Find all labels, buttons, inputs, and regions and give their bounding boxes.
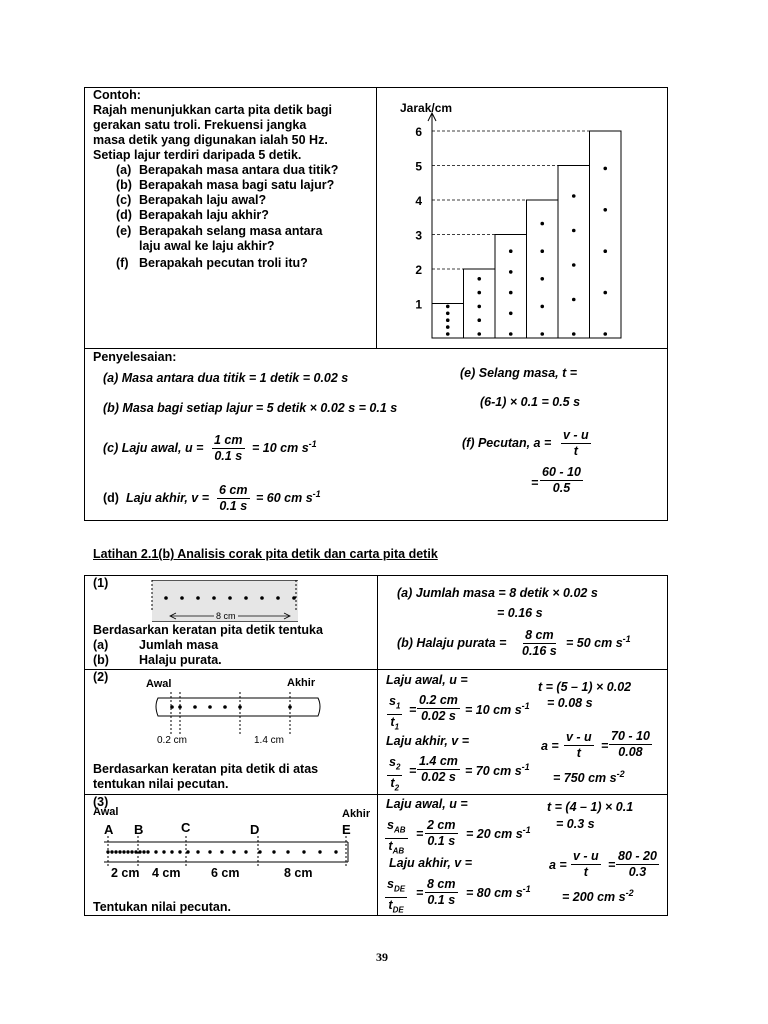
divider-horizontal (84, 348, 668, 349)
q3-tape-diagram (100, 836, 356, 868)
q3-fraction-2 (425, 877, 458, 908)
subscript: 1 (394, 722, 400, 731)
fraction-numerator: 80 - 20 (618, 849, 657, 863)
q3-number: (3) (93, 795, 109, 809)
q3-eq-1: = (416, 827, 424, 841)
tape-dot (272, 850, 275, 853)
tape-dot (477, 318, 481, 322)
tape-dot (193, 705, 197, 709)
tape-dot (178, 850, 181, 853)
tape-dot (244, 596, 248, 600)
s-symbol: s (387, 877, 394, 891)
tape-dot (318, 850, 321, 853)
fraction-numerator: 0.2 cm (419, 693, 458, 707)
result-text: = 50 cm s (566, 636, 623, 650)
tape-dot (164, 596, 168, 600)
tape-dot (572, 263, 576, 267)
subscript: 1 (395, 701, 401, 711)
fraction-denominator: 0.02 s (421, 770, 456, 784)
fraction-denominator: 0.1 s (427, 893, 456, 907)
tape-dot (292, 596, 296, 600)
tape-dot (154, 850, 157, 853)
page-number: 39 (376, 950, 388, 964)
q1-tape-label: 8 cm (216, 611, 236, 621)
q2-measure-1: 0.2 cm (157, 735, 188, 746)
fraction-denominator: 0.5 (552, 481, 571, 495)
q2-a-fraction-2 (609, 729, 652, 760)
q2-result-2 (465, 764, 530, 779)
tape-dot (446, 318, 450, 322)
y-axis-label: Jarak/cm (400, 101, 453, 115)
tape-dot (302, 850, 305, 853)
tape-dot (603, 249, 607, 253)
q1-ans-a2: = 0.16 s (497, 606, 543, 620)
y-tick-label: 3 (415, 228, 422, 243)
q1-number: (1) (93, 576, 109, 590)
tape-dot (509, 291, 513, 295)
solution-c-prefix: (c) Laju awal, u = (103, 441, 204, 455)
tape-dot (509, 332, 513, 336)
fraction-numerator: v - u (563, 428, 589, 442)
fraction-denominator: t (583, 865, 588, 879)
q2-v-label: Laju akhir, v = (386, 734, 470, 748)
exercise-divider-2 (84, 794, 668, 795)
tape-dot (540, 249, 544, 253)
fraction-numerator (385, 818, 408, 839)
solution-e-line2: (6-1) × 0.1 = 0.5 s (480, 395, 581, 409)
fraction-numerator: 2 cm (427, 818, 456, 832)
exponent: -1 (622, 634, 631, 644)
q3-fraction-1 (425, 818, 458, 849)
tape-dot (509, 270, 513, 274)
question-label: (f) (116, 256, 129, 270)
q3-a-eq: = (608, 858, 616, 872)
q1-ans-b-fraction (520, 628, 559, 659)
q3-letter-b: B (134, 822, 144, 837)
q3-letter-d: D (250, 822, 260, 837)
q1-item-text: Halaju purata. (139, 653, 222, 667)
fraction-denominator: 0.3 (628, 865, 647, 879)
solution-d-prefix: Laju akhir, v = (126, 491, 210, 505)
q3-dist: 6 cm (211, 866, 240, 880)
fraction-denominator (388, 776, 401, 796)
exponent: -1 (522, 825, 531, 835)
q1-ans-b-prefix: (b) Halaju purata = (397, 636, 507, 650)
y-tick-label: 5 (415, 159, 422, 174)
q3-t-line2: = 0.3 s (556, 817, 595, 831)
question-label: (d) (116, 208, 132, 222)
q3-letter-e: E (342, 822, 351, 837)
fraction-numerator: 6 cm (219, 483, 248, 497)
q2-u-label: Laju awal, u = (386, 673, 468, 687)
tape-dot (477, 332, 481, 336)
q2-end-label: Akhir (287, 677, 316, 689)
solution-e-line1: (e) Selang masa, t = (460, 366, 578, 380)
t-symbol: t (390, 714, 395, 729)
subscript: 2 (395, 762, 401, 772)
fraction-denominator (388, 715, 401, 735)
q3-eq-2: = (416, 886, 424, 900)
example-line: Rajah menunjukkan carta pita detik bagi (93, 103, 332, 117)
exponent: -2 (625, 888, 634, 898)
tape-dot (540, 277, 544, 281)
q3-sab-tab (385, 818, 408, 858)
solution-heading: Penyelesaian: (93, 350, 177, 364)
s-symbol: s (387, 818, 394, 832)
fraction-denominator: 0.16 s (522, 644, 557, 658)
tape-dot (286, 850, 289, 853)
exponent: -1 (521, 762, 530, 772)
tape-dot (118, 850, 121, 853)
q3-t-line: t = (4 – 1) × 0.1 (547, 800, 634, 814)
q3-text: Tentukan nilai pecutan. (93, 900, 231, 914)
q3-letter-a: A (104, 822, 114, 837)
t-symbol: t (388, 897, 393, 912)
solution-d-fraction (217, 483, 250, 514)
fraction-denominator: 0.1 s (214, 449, 243, 463)
exponent: -1 (312, 489, 321, 499)
q3-start-label: Awal (93, 806, 119, 818)
fraction-numerator (387, 694, 402, 715)
fraction-numerator: 8 cm (427, 877, 456, 891)
question-label: (b) (116, 178, 132, 192)
tape-dot (134, 850, 137, 853)
fraction-numerator (387, 755, 402, 776)
s-symbol: s (389, 694, 396, 708)
q2-s2-t2 (387, 755, 402, 795)
tape-dot (232, 850, 235, 853)
q2-a-result (553, 771, 625, 786)
y-tick-label: 6 (415, 125, 422, 139)
q2-t-line: t = (5 – 1) × 0.02 (538, 680, 632, 694)
tape-dot (260, 596, 264, 600)
example-line: Setiap lajur terdiri daripada 5 detik. (93, 148, 302, 162)
tape-dot (477, 277, 481, 281)
tape-dot (110, 850, 113, 853)
t-symbol: t (390, 775, 395, 790)
q3-sde-tde (385, 877, 407, 917)
solution-f-fraction-1 (561, 428, 591, 459)
tape-dot (138, 850, 141, 853)
question-text: Berapakah masa bagi satu lajur? (139, 178, 335, 192)
tape-dot (540, 222, 544, 226)
tape-dot (196, 596, 200, 600)
subscript: 2 (394, 783, 400, 792)
fraction-denominator: t (573, 444, 578, 458)
tape-dot (228, 596, 232, 600)
q2-measure-2: 1.4 cm (254, 735, 285, 746)
question-text: Berapakah masa antara dua titik? (139, 163, 339, 177)
tape-dot (186, 850, 189, 853)
q2-text-2: tentukan nilai pecutan. (93, 777, 229, 791)
solution-d-result (256, 491, 321, 506)
question-label: (a) (116, 163, 132, 177)
tape-dot (446, 305, 450, 309)
result-text: = 200 cm s (562, 890, 626, 904)
q1-ans-a: (a) Jumlah masa = 8 detik × 0.02 s (397, 586, 598, 600)
tape-dot (244, 850, 247, 853)
exercise-divider-1 (84, 669, 668, 670)
tape-dot (276, 596, 280, 600)
result-text: = 80 cm s (466, 886, 523, 900)
solution-d-label: (d) (103, 491, 119, 505)
fraction-numerator: v - u (573, 849, 599, 863)
tape-dot (572, 332, 576, 336)
q3-dist: 8 cm (284, 866, 313, 880)
q1-ans-b-result (566, 636, 631, 651)
subscript: DE (393, 884, 406, 894)
q3-result-2 (466, 886, 531, 901)
q3-a-fraction-2 (616, 849, 659, 880)
q3-a-prefix: a = (549, 858, 567, 872)
q2-s1-t1 (387, 694, 402, 734)
q3-dist: 2 cm (111, 866, 140, 880)
ticker-tape-chart (380, 92, 650, 346)
t-symbol: t (388, 838, 393, 853)
q1-item-label: (a) (93, 638, 109, 652)
fraction-numerator: 1 cm (214, 433, 243, 447)
question-text: Berapakah pecutan troli itu? (139, 256, 308, 270)
q2-t-line2: = 0.08 s (547, 696, 593, 710)
solution-f-fraction-2 (540, 465, 583, 496)
tape-dot (446, 312, 450, 316)
q1-item-label: (b) (93, 653, 109, 667)
q3-dist: 4 cm (152, 866, 181, 880)
tape-dot (223, 705, 227, 709)
tape-dot (180, 596, 184, 600)
tape-dot (603, 332, 607, 336)
subscript: AB (392, 846, 405, 855)
solution-b: (b) Masa bagi setiap lajur = 5 detik × 0.02 s = 0.1 s (103, 401, 398, 415)
q1-text: Berdasarkan keratan pita detik tentuka (93, 623, 323, 637)
fraction-denominator (386, 898, 405, 918)
subscript: AB (393, 825, 406, 835)
solution-c-fraction (212, 433, 245, 464)
q2-text-1: Berdasarkan keratan pita detik di atas (93, 762, 319, 776)
solution-f-eq: = (531, 476, 539, 490)
tape-dot (220, 850, 223, 853)
question-label: (e) (116, 224, 132, 238)
q2-fraction-2 (417, 754, 460, 785)
exponent: -1 (308, 439, 317, 449)
question-text: Berapakah laju akhir? (139, 208, 269, 222)
tape-dot (540, 332, 544, 336)
q2-number: (2) (93, 670, 109, 684)
q2-result-1 (465, 703, 530, 718)
fraction-denominator: 0.1 s (427, 834, 456, 848)
tape-dot (446, 325, 450, 329)
subscript: DE (392, 905, 404, 914)
fraction-denominator: 0.08 (618, 745, 643, 759)
q3-letter-c: C (181, 820, 191, 835)
y-tick-label: 1 (415, 297, 422, 312)
tape-dot (114, 850, 117, 853)
q2-a-prefix: a = (541, 739, 559, 753)
tape-dot (170, 850, 173, 853)
tape-dot (196, 850, 199, 853)
q3-result-1 (466, 827, 531, 842)
solution-a: (a) Masa antara dua titik = 1 detik = 0.02 s (103, 371, 349, 385)
tape-dot (122, 850, 125, 853)
example-line: gerakan satu troli. Frekuensi jangka (93, 118, 307, 132)
example-heading: Contoh: (93, 88, 141, 102)
tape-dot (212, 596, 216, 600)
question-text: laju awal ke laju akhir? (139, 239, 275, 253)
q2-a-eq: = (601, 739, 609, 753)
result-text: = 70 cm s (465, 764, 522, 778)
fraction-denominator: 0.1 s (219, 499, 248, 513)
q3-a-result (562, 890, 634, 905)
tape-dot (509, 312, 513, 316)
q2-a-fraction-1 (564, 730, 594, 761)
fraction-denominator: 0.02 s (421, 709, 456, 723)
question-text: Berapakah selang masa antara (139, 224, 323, 238)
q2-eq-2: = (409, 764, 417, 778)
tape-dot (142, 850, 145, 853)
y-tick-label: 2 (415, 263, 422, 277)
q3-u-label: Laju awal, u = (386, 797, 468, 811)
tape-dot (446, 332, 450, 336)
fraction-numerator: 8 cm (525, 628, 554, 642)
q2-fraction-1 (417, 693, 460, 724)
tape-dot (509, 249, 513, 253)
tape-dot (572, 229, 576, 233)
tape-dot (208, 850, 211, 853)
tape-dot (258, 850, 261, 853)
q1-item-text: Jumlah masa (139, 638, 219, 652)
tape-dot (603, 167, 607, 171)
tape-dot (130, 850, 133, 853)
divider-vertical (376, 87, 377, 349)
exercise-divider-vertical (377, 575, 378, 916)
example-line: masa detik yang digunakan ialah 50 Hz. (93, 133, 328, 147)
s-symbol: s (389, 755, 396, 769)
fraction-numerator: 1.4 cm (419, 754, 458, 768)
fraction-numerator (385, 877, 407, 898)
q2-eq-1: = (409, 703, 417, 717)
question-label: (c) (116, 193, 132, 207)
tape-dot (162, 850, 165, 853)
tape-bar (558, 166, 590, 339)
q3-v-label: Laju akhir, v = (389, 856, 473, 870)
exponent: -2 (616, 769, 625, 779)
result-text: = 10 cm s (252, 441, 309, 455)
tape-dot (477, 305, 481, 309)
solution-c-result (252, 441, 317, 456)
solution-f-prefix: (f) Pecutan, a = (462, 436, 552, 450)
tape-dot (572, 194, 576, 198)
tape-dot (572, 298, 576, 302)
fraction-denominator: t (576, 746, 581, 760)
y-tick-label: 4 (415, 194, 422, 208)
tape-dot (603, 291, 607, 295)
result-text: = 20 cm s (466, 827, 523, 841)
exercise-title: Latihan 2.1(b) Analisis corak pita detik dan carta pita detik (93, 547, 438, 561)
tape-dot (146, 850, 149, 853)
tape-dot (603, 208, 607, 212)
q2-start-label: Awal (146, 678, 172, 690)
exponent: -1 (521, 701, 530, 711)
tape-dot (208, 705, 212, 709)
result-text: = 10 cm s (465, 703, 522, 717)
result-text: = 750 cm s (553, 771, 617, 785)
tape-dot (540, 305, 544, 309)
fraction-numerator: 70 - 10 (611, 729, 650, 743)
tape-bar (527, 200, 559, 338)
tape-dot (334, 850, 337, 853)
fraction-numerator: 60 - 10 (542, 465, 581, 479)
tape-bar (590, 131, 622, 338)
question-text: Berapakah laju awal? (139, 193, 267, 207)
tape-dot (477, 291, 481, 295)
tape-dot (126, 850, 129, 853)
exponent: -1 (522, 884, 531, 894)
fraction-numerator: v - u (566, 730, 592, 744)
q3-end-label: Akhir (342, 808, 371, 820)
result-text: = 60 cm s (256, 491, 313, 505)
q3-a-fraction-1 (571, 849, 601, 880)
